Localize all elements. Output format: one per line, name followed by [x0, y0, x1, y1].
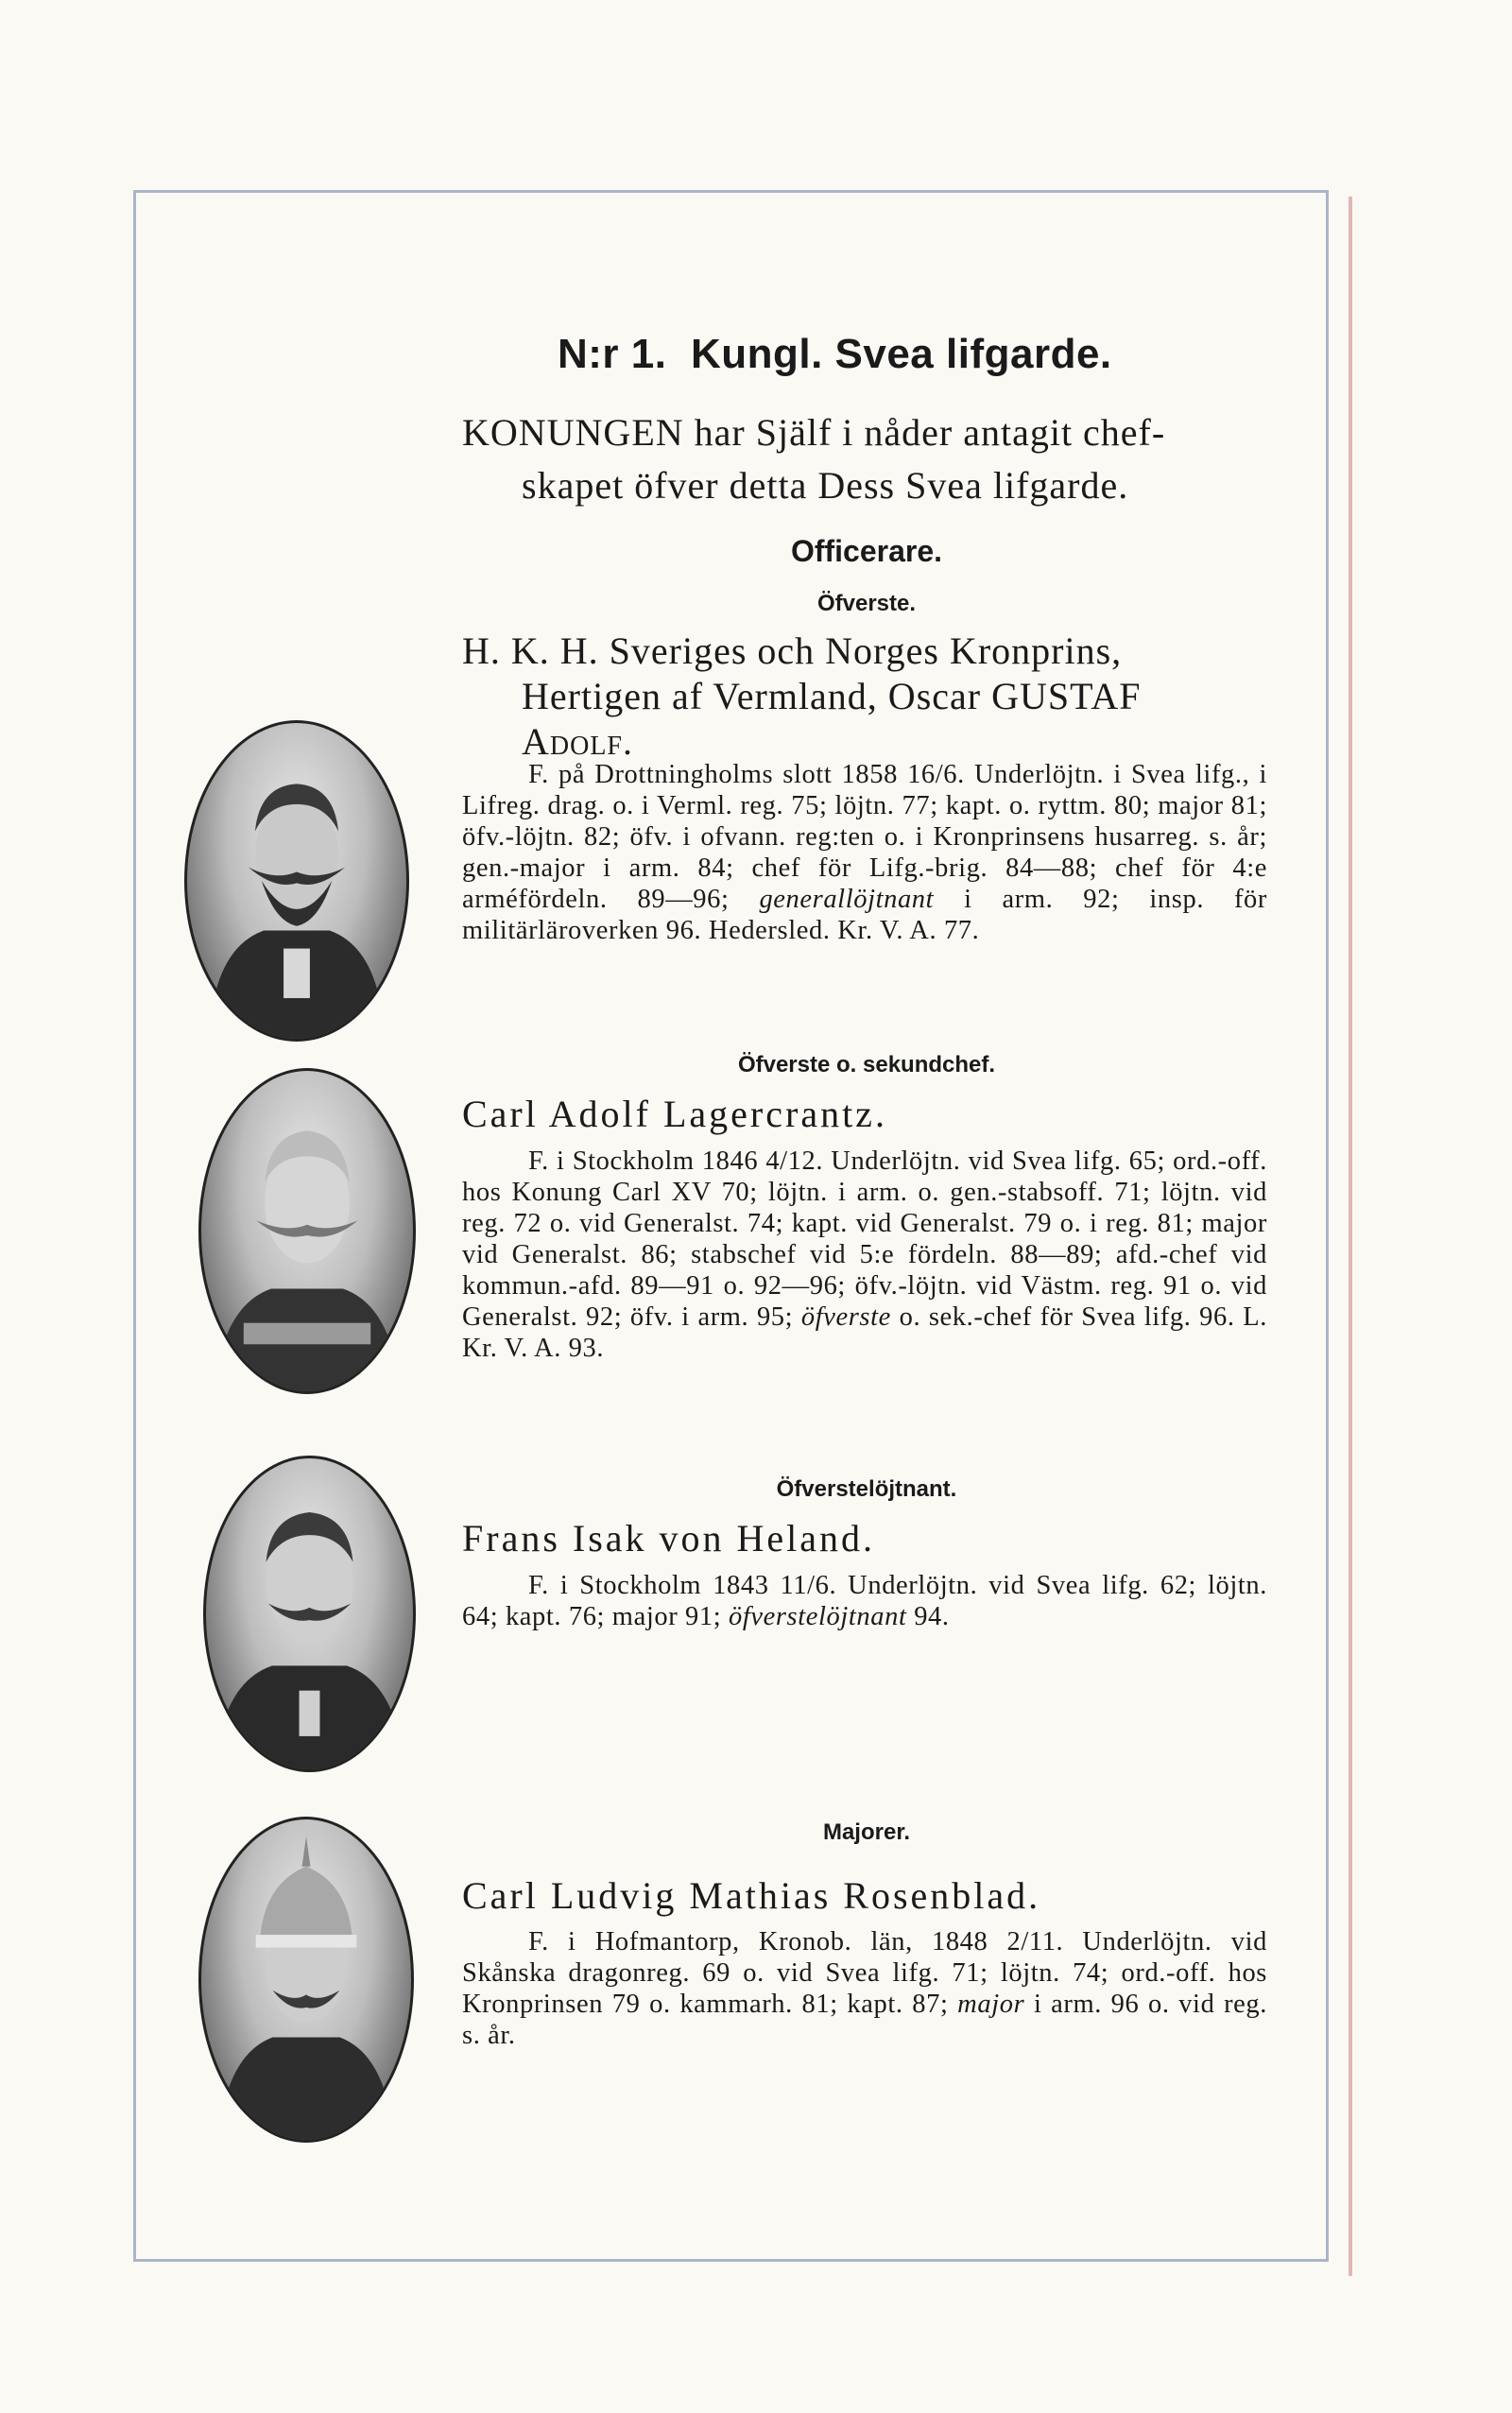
biography	[462, 1146, 1267, 1364]
rank-heading: Öfverste.	[816, 591, 917, 616]
intro-paragraph	[462, 406, 1270, 512]
portrait-photo	[198, 1068, 416, 1394]
biography	[462, 1570, 1267, 1632]
bio-text: F. i Stockholm 1843 11/6. Underlöjtn. vid Svea lifg. 62; löjtn. 64; kapt. 76; major 91;	[462, 1571, 1267, 1631]
name-line-2: Hertigen af Vermland, Oscar GUSTAF	[522, 675, 1142, 717]
intro-line-2: skapet öfver detta Dess Svea lifgarde.	[522, 464, 1129, 507]
page-title	[558, 331, 1112, 378]
section-heading-officers: Officerare.	[790, 534, 943, 568]
intro-line-1: KONUNGEN har Själf i nåder antagit chef-	[462, 411, 1166, 454]
portrait-photo	[203, 1456, 416, 1772]
person-name: Frans Isak von Heland.	[462, 1517, 876, 1560]
bio-italic: öfverste	[800, 1302, 891, 1332]
bio-italic: öfverstelöjtnant	[728, 1602, 907, 1631]
regiment-name: Kungl. Svea lifgarde.	[690, 331, 1112, 377]
page-edge	[1349, 197, 1352, 2276]
portrait-photo	[198, 1817, 414, 2143]
rank-heading: Majorer.	[822, 1819, 911, 1845]
biography	[462, 1926, 1267, 2051]
biography	[462, 759, 1267, 946]
bio-end: o. sek.-chef för Svea lifg. 96. L. Kr. V. A. 93.	[462, 1302, 1267, 1363]
rank-heading: Öfverste o. sekundchef.	[737, 1052, 996, 1077]
bio-end: i arm. 92; insp. för militärläroverken 96. Hedersled. Kr. V. A. 77.	[462, 885, 1267, 945]
bio-text: F. på Drottningholms slott 1858 16/6. Underlöjtn. i Svea lifg., i Lifreg. drag. o. i Verml. reg. 75; löjtn. 77; kapt. o. ryttm. 80; major 81; öfv.-löjtn. 82; öfv. i ofvann. reg:ten o. i Kronprinsens husarreg. s. år; gen.-major i arm. 84; chef för Lifg.-brig. 84—88; chef för 4:e arméfördeln. 89—96;	[462, 760, 1267, 914]
bio-text: F. i Hofmantorp, Kronob. län, 1848 2/11. Underlöjtn. vid Skånska dragonreg. 69 o. vid Svea lifg. 71; löjtn. 74; ord.-off. hos Kronprinsen 79 o. kammarh. 81; kapt. 87;	[462, 1927, 1267, 2019]
bio-text: F. i Stockholm 1846 4/12. Underlöjtn. vid Svea lifg. 65; ord.-off. hos Konung Carl XV 70; löjtn. i arm. o. gen.-stabsoff. 71; löjtn. vid reg. 72 o. vid Generalst. 74; kapt. vid Generalst. 79 o. i reg. 81; major vid Generalst. 86; stabschef vid 5:e fördeln. 88—89; afd.-chef vid kommun.-afd. 89—91 o. 92—96; öfv.-löjtn. vid Västm. reg. 91 o. vid Generalst. 92; öfv. i arm. 95;	[462, 1146, 1267, 1332]
bio-end: i arm. 96 o. vid reg. s. år.	[462, 1990, 1267, 2050]
bio-italic: generallöjtnant	[759, 885, 935, 914]
regiment-number: N:r 1.	[558, 331, 667, 377]
person-name: Carl Ludvig Mathias Rosenblad.	[462, 1874, 1041, 1917]
person-name: Carl Adolf Lagercrantz.	[462, 1093, 887, 1135]
portrait-photo	[184, 720, 409, 1042]
name-line-3: Adolf.	[522, 720, 634, 763]
rank-heading: Öfverstelöjtnant.	[776, 1476, 957, 1502]
bio-italic: major	[957, 1990, 1025, 2019]
name-line-1: H. K. H. Sveriges och Norges Kronprins,	[462, 629, 1123, 672]
person-name	[462, 629, 1275, 765]
bio-end: 94.	[914, 1602, 950, 1631]
